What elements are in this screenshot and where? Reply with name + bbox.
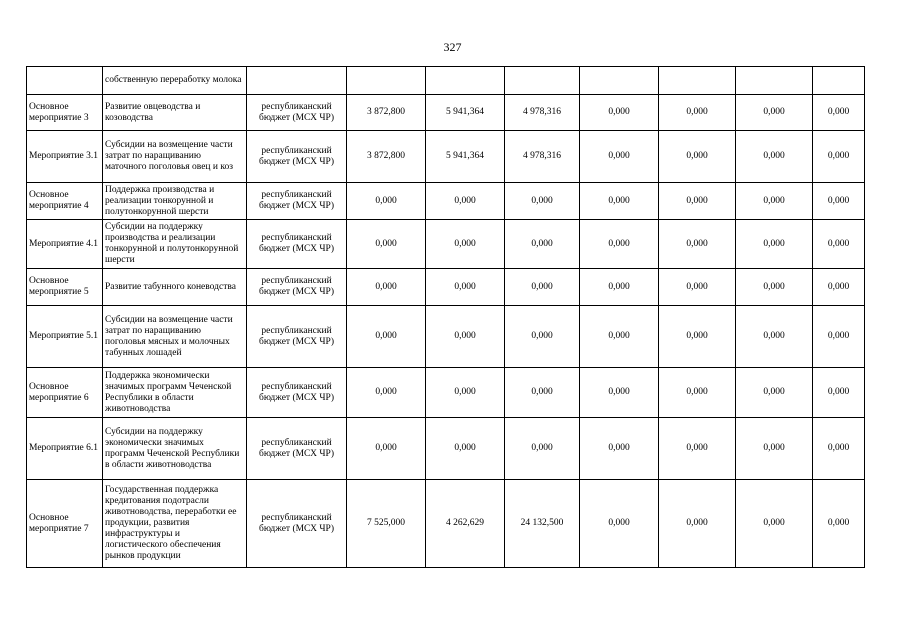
value-cell: 0,000 xyxy=(580,131,659,183)
row-name: Субсидии на возмещение части затрат по наращиванию маточного поголовья овец и коз xyxy=(103,131,247,183)
row-name: Субсидии на поддержку производства и реализации тонкорунной и полутонкорунной шерсти xyxy=(103,220,247,269)
value-cell: 3 872,800 xyxy=(347,95,426,131)
row-code: Мероприятие 6.1 xyxy=(27,418,103,480)
table-row xyxy=(27,220,865,269)
value-cell xyxy=(580,67,659,95)
table-row xyxy=(27,368,865,418)
row-name: собственную переработку молока xyxy=(103,67,247,95)
row-code: Мероприятие 4.1 xyxy=(27,220,103,269)
row-source: республиканский бюджет (МСХ ЧР) xyxy=(247,368,347,418)
value-cell xyxy=(736,67,813,95)
value-cell: 0,000 xyxy=(505,269,580,306)
table-row xyxy=(27,269,865,306)
value-cell: 0,000 xyxy=(505,306,580,368)
value-cell: 0,000 xyxy=(580,269,659,306)
table-row xyxy=(27,67,865,95)
row-code: Основное мероприятие 6 xyxy=(27,368,103,418)
value-cell xyxy=(659,67,736,95)
row-name: Поддержка экономически значимых программ Чеченской Республики в области животноводства xyxy=(103,368,247,418)
value-cell: 0,000 xyxy=(813,269,865,306)
value-cell: 0,000 xyxy=(736,480,813,568)
row-code: Основное мероприятие 5 xyxy=(27,269,103,306)
row-code: Мероприятие 3.1 xyxy=(27,131,103,183)
value-cell xyxy=(347,67,426,95)
table-row xyxy=(27,183,865,220)
row-source: республиканский бюджет (МСХ ЧР) xyxy=(247,269,347,306)
row-code: Основное мероприятие 4 xyxy=(27,183,103,220)
value-cell: 0,000 xyxy=(347,269,426,306)
value-cell: 0,000 xyxy=(736,306,813,368)
value-cell: 0,000 xyxy=(347,220,426,269)
value-cell: 0,000 xyxy=(659,368,736,418)
row-code: Основное мероприятие 3 xyxy=(27,95,103,131)
page-number: 327 xyxy=(443,40,462,54)
value-cell: 0,000 xyxy=(813,183,865,220)
row-source: республиканский бюджет (МСХ ЧР) xyxy=(247,131,347,183)
value-cell: 4 262,629 xyxy=(426,480,505,568)
row-source: республиканский бюджет (МСХ ЧР) xyxy=(247,418,347,480)
value-cell: 0,000 xyxy=(580,418,659,480)
row-name: Поддержка производства и реализации тонкорунной и полутонкорунной шерсти xyxy=(103,183,247,220)
value-cell: 0,000 xyxy=(813,480,865,568)
value-cell: 0,000 xyxy=(505,368,580,418)
value-cell: 0,000 xyxy=(580,183,659,220)
value-cell: 0,000 xyxy=(426,418,505,480)
value-cell: 0,000 xyxy=(659,418,736,480)
value-cell: 0,000 xyxy=(813,131,865,183)
row-source: республиканский бюджет (МСХ ЧР) xyxy=(247,220,347,269)
value-cell: 0,000 xyxy=(580,306,659,368)
value-cell: 7 525,000 xyxy=(347,480,426,568)
value-cell: 0,000 xyxy=(347,418,426,480)
value-cell: 0,000 xyxy=(813,95,865,131)
value-cell: 0,000 xyxy=(347,183,426,220)
value-cell: 0,000 xyxy=(736,131,813,183)
value-cell: 0,000 xyxy=(426,183,505,220)
value-cell: 5 941,364 xyxy=(426,131,505,183)
row-source xyxy=(247,67,347,95)
row-name: Развитие табунного коневодства xyxy=(103,269,247,306)
row-name: Субсидии на возмещение части затрат по наращиванию поголовья мясных и молочных табунных лошадей xyxy=(103,306,247,368)
value-cell: 0,000 xyxy=(659,183,736,220)
table-row xyxy=(27,306,865,368)
value-cell: 0,000 xyxy=(736,269,813,306)
value-cell: 0,000 xyxy=(426,306,505,368)
value-cell: 0,000 xyxy=(736,183,813,220)
value-cell: 0,000 xyxy=(580,220,659,269)
value-cell: 0,000 xyxy=(736,95,813,131)
value-cell: 0,000 xyxy=(580,480,659,568)
table-body xyxy=(27,67,865,568)
value-cell: 0,000 xyxy=(505,183,580,220)
table-row xyxy=(27,95,865,131)
table-row xyxy=(27,131,865,183)
row-code: Мероприятие 5.1 xyxy=(27,306,103,368)
row-source: республиканский бюджет (МСХ ЧР) xyxy=(247,183,347,220)
value-cell: 0,000 xyxy=(736,418,813,480)
value-cell: 0,000 xyxy=(659,306,736,368)
table-row xyxy=(27,418,865,480)
value-cell: 0,000 xyxy=(659,220,736,269)
row-name: Государственная поддержка кредитования подотрасли животноводства, переработки ее продукции, развития инфраструктуры и логистического обеспечения рынков продукции xyxy=(103,480,247,568)
value-cell: 0,000 xyxy=(347,306,426,368)
row-name: Развитие овцеводства и козоводства xyxy=(103,95,247,131)
value-cell: 3 872,800 xyxy=(347,131,426,183)
value-cell: 0,000 xyxy=(580,368,659,418)
row-name: Субсидии на поддержку экономически значимых программ Чеченской Республики в области животноводства xyxy=(103,418,247,480)
value-cell: 0,000 xyxy=(426,269,505,306)
row-source: республиканский бюджет (МСХ ЧР) xyxy=(247,480,347,568)
budget-table xyxy=(26,66,865,568)
value-cell: 0,000 xyxy=(426,368,505,418)
value-cell: 0,000 xyxy=(659,480,736,568)
value-cell: 4 978,316 xyxy=(505,131,580,183)
value-cell: 0,000 xyxy=(813,418,865,480)
value-cell: 5 941,364 xyxy=(426,95,505,131)
value-cell xyxy=(505,67,580,95)
value-cell: 0,000 xyxy=(813,220,865,269)
row-code xyxy=(27,67,103,95)
value-cell: 0,000 xyxy=(736,368,813,418)
value-cell: 0,000 xyxy=(505,418,580,480)
row-code: Основное мероприятие 7 xyxy=(27,480,103,568)
value-cell: 0,000 xyxy=(505,220,580,269)
value-cell: 0,000 xyxy=(580,95,659,131)
value-cell xyxy=(426,67,505,95)
value-cell: 0,000 xyxy=(426,220,505,269)
value-cell: 0,000 xyxy=(347,368,426,418)
table-row xyxy=(27,480,865,568)
value-cell: 0,000 xyxy=(659,95,736,131)
value-cell: 0,000 xyxy=(659,269,736,306)
value-cell: 0,000 xyxy=(813,368,865,418)
row-source: республиканский бюджет (МСХ ЧР) xyxy=(247,95,347,131)
value-cell: 0,000 xyxy=(813,306,865,368)
value-cell: 0,000 xyxy=(659,131,736,183)
value-cell: 0,000 xyxy=(736,220,813,269)
value-cell: 4 978,316 xyxy=(505,95,580,131)
value-cell: 24 132,500 xyxy=(505,480,580,568)
row-source: республиканский бюджет (МСХ ЧР) xyxy=(247,306,347,368)
value-cell xyxy=(813,67,865,95)
